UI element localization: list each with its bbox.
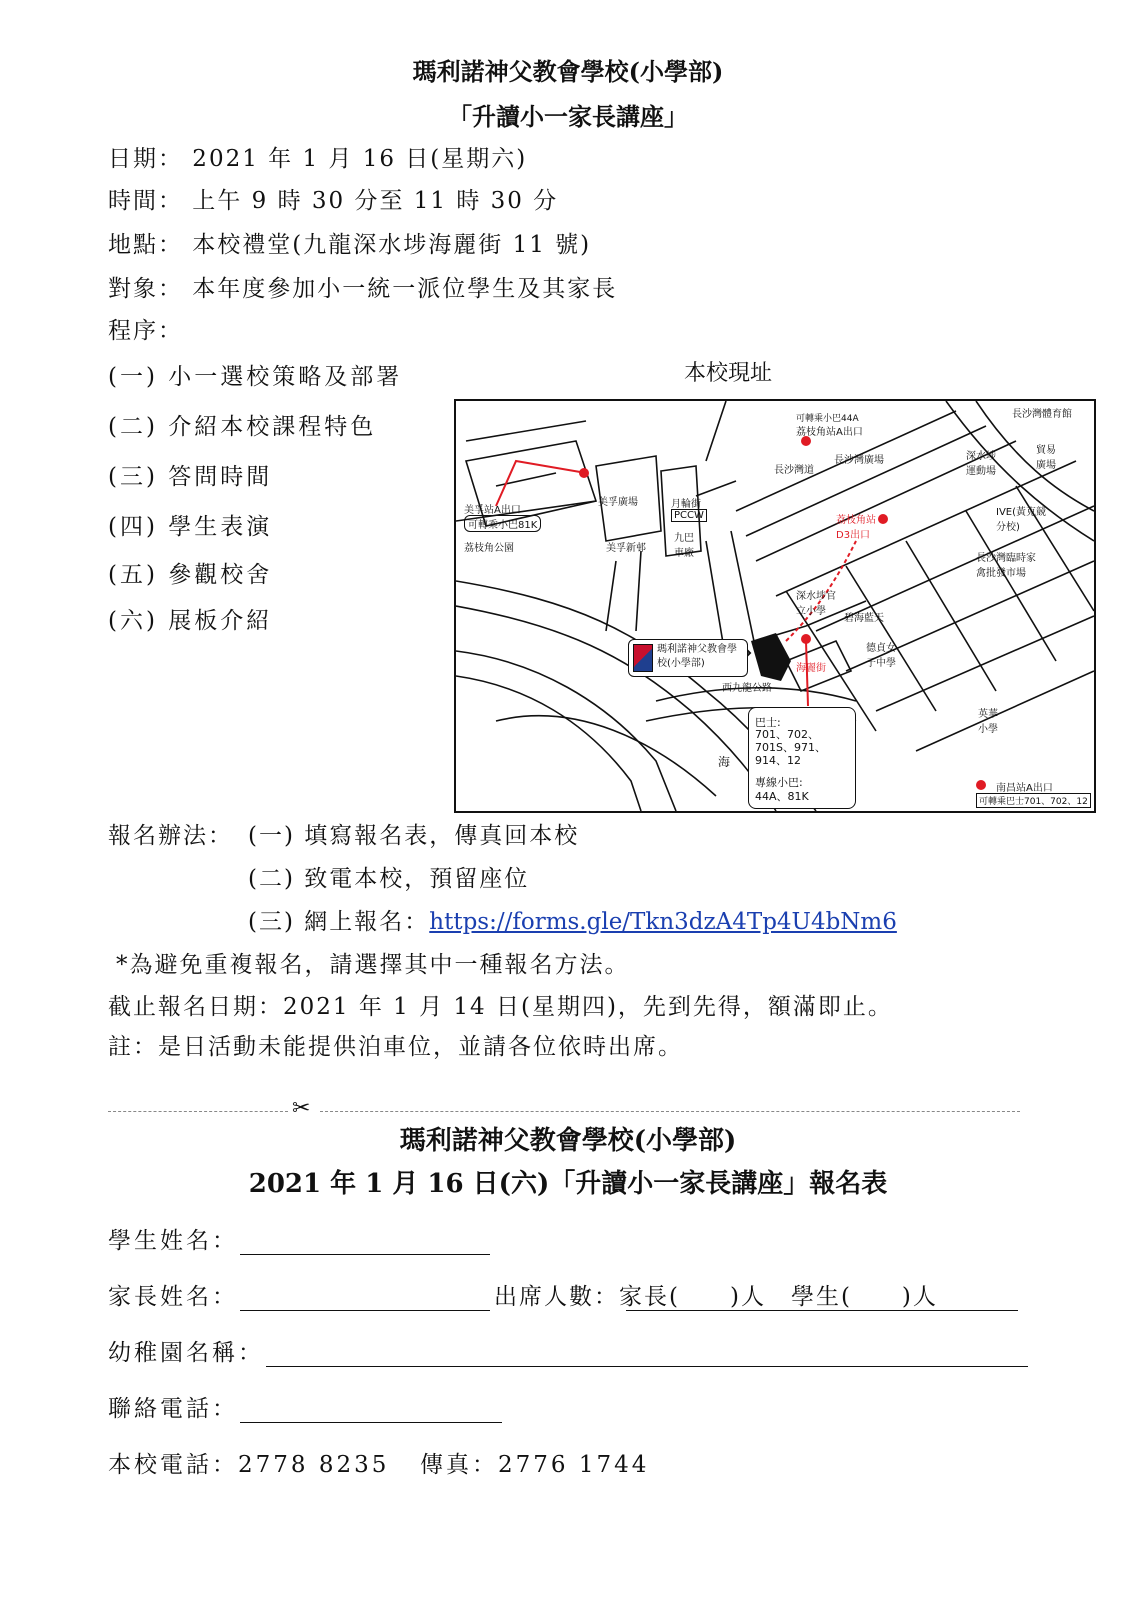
map-label: 月輪街 xyxy=(671,499,701,510)
map-label: 深水埗官立小學 xyxy=(796,591,836,617)
map-label: 美孚廣場 xyxy=(598,497,638,508)
map-label: 德貞女子中學 xyxy=(866,643,896,669)
map-label: 長沙灣臨時家禽批發市場 xyxy=(976,553,1036,579)
map-label: 西九龍公路 xyxy=(722,683,772,694)
form-school-title: 瑪利諾神父教會學校(小學部) xyxy=(399,1126,737,1156)
map-label: 長沙灣體育館 xyxy=(1012,409,1072,420)
registration-note: *為避免重複報名，請選擇其中一種報名方法。 xyxy=(116,952,630,978)
parent-name-field[interactable] xyxy=(240,1310,490,1311)
cut-dash-right xyxy=(320,1111,1020,1112)
phone-field[interactable] xyxy=(240,1422,502,1423)
kindergarten-label: 幼稚園名稱： xyxy=(108,1340,264,1366)
map-label: 海麗街 xyxy=(796,663,826,674)
programme-item: (三) 答問時間 xyxy=(108,464,273,490)
programme-item: (五) 參觀校舍 xyxy=(108,562,273,588)
map-label: 長沙灣廣場 xyxy=(834,455,884,466)
event-audience: 對象： 本年度參加小一統一派位學生及其家長 xyxy=(108,276,618,302)
event-venue: 地點： 本校禮堂(九龍深水埗海麗街 11 號) xyxy=(108,232,592,258)
registration-method-3-prefix: (三) 網上報名： xyxy=(248,909,430,935)
school-title: 瑪利諾神父教會學校(小學部) xyxy=(412,57,724,86)
programme-item: (二) 介紹本校課程特色 xyxy=(108,414,377,440)
location-map xyxy=(454,399,1096,813)
map-label: 荔枝角站 D3出口 xyxy=(836,515,876,541)
map-label: 長沙灣道 xyxy=(774,465,814,476)
event-date: 日期： 2021 年 1 月 16 日(星期六) xyxy=(108,146,528,172)
map-label: 瑪利諾神父教會學校(小學部) xyxy=(657,644,737,669)
registration-link[interactable]: https://forms.gle/Tkn3dzA4Tp4U4bNm6 xyxy=(429,909,897,935)
map-label: 碧海藍天 xyxy=(844,613,884,624)
registration-deadline: 截止報名日期：2021 年 1 月 14 日(星期四)，先到先得，額滿即止。 xyxy=(108,994,893,1020)
map-label: 701、702、701S、971、914、12 xyxy=(755,728,826,767)
map-label: 可轉乘小巴81K xyxy=(464,515,541,532)
cut-dash-left xyxy=(108,1111,288,1112)
map-label: 南昌站A出口 xyxy=(996,783,1053,794)
school-phone: 本校電話：2778 8235 xyxy=(108,1452,390,1478)
parent-name-label: 家長姓名： xyxy=(108,1284,238,1310)
map-label: 美孚新邨 xyxy=(606,543,646,554)
transport-box xyxy=(748,707,856,809)
student-name-field[interactable] xyxy=(240,1254,490,1255)
map-label: 深水埗運動場 xyxy=(966,451,996,477)
programme-item: (六) 展板介紹 xyxy=(108,608,273,634)
registration-method-3 xyxy=(248,903,897,936)
registration-method-1: (一) 填寫報名表，傳真回本校 xyxy=(248,823,580,849)
event-title: 「升讀小一家長講座」 xyxy=(448,102,688,131)
event-time: 時間： 上午 9 時 30 分至 11 時 30 分 xyxy=(108,188,559,214)
programme-item: (一) 小一選校策略及部署 xyxy=(108,364,403,390)
map-label: 英華小學 xyxy=(978,709,998,735)
registration-label: 報名辦法： xyxy=(108,823,233,849)
attendance-label: 出席人數：家長( )人 學生( )人 xyxy=(494,1284,938,1310)
map-label: 可轉乘巴士701、702、12 xyxy=(976,793,1091,808)
map-label: 荔枝角站A出口 xyxy=(796,427,863,438)
map-label: IVE(黃克競分校) xyxy=(996,507,1047,533)
map-label: 巴士: xyxy=(755,716,781,729)
map-caption: 本校現址 xyxy=(684,361,773,386)
map-label: 貿易廣場 xyxy=(1036,445,1056,471)
scissors-icon: ✂ xyxy=(292,1096,311,1121)
phone-label: 聯絡電話： xyxy=(108,1396,238,1422)
school-marker xyxy=(628,639,748,677)
registration-method-2: (二) 致電本校，預留座位 xyxy=(248,866,530,892)
map-label: 專線小巴: xyxy=(755,776,803,789)
programme-label: 程序： xyxy=(108,318,183,344)
form-title: 2021 年 1 月 16 日(六)「升讀小一家長講座」報名表 xyxy=(248,1169,888,1199)
school-fax: 傳真：2776 1744 xyxy=(420,1452,650,1478)
map-label: 可轉乘小巴44A xyxy=(796,414,859,424)
kindergarten-field[interactable] xyxy=(266,1366,1028,1367)
map-label: PCCW xyxy=(671,509,707,522)
student-name-label: 學生姓名： xyxy=(108,1228,238,1254)
attendance-field[interactable] xyxy=(626,1310,1018,1311)
map-label: 荔枝角公園 xyxy=(464,543,514,554)
school-crest-icon xyxy=(633,644,653,672)
map-label: 海 xyxy=(718,755,731,769)
programme-item: (四) 學生表演 xyxy=(108,514,273,540)
map-label: 美孚站A出口 xyxy=(464,505,521,516)
map-label: 44A、81K xyxy=(755,790,809,803)
parking-note: 註：是日活動未能提供泊車位，並請各位依時出席。 xyxy=(108,1034,683,1060)
map-label: 九巴車廠 xyxy=(674,533,694,559)
